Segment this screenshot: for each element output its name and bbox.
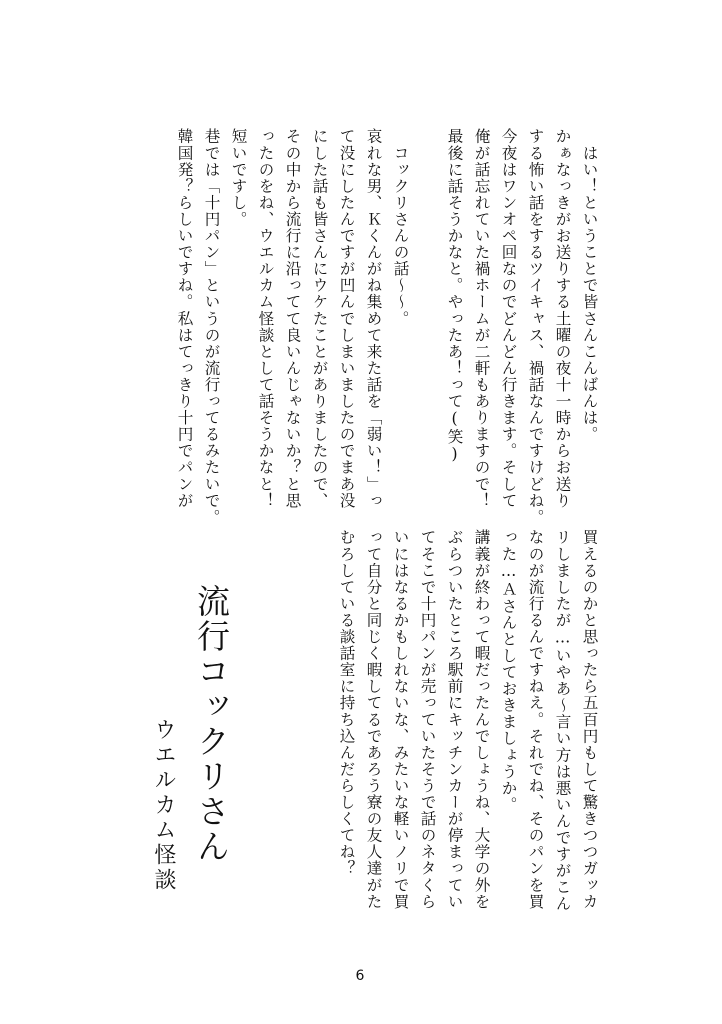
upper-line-6: 最後に話そうかなと。やったあ！って(笑): [445, 128, 464, 464]
lower-line-2: リしましたが…いやあ〜言い方は悪いんですがこん: [553, 529, 572, 913]
upper-line-8: コックリさんの話〜〜。: [391, 128, 410, 327]
upper-line-14: 短いですし。: [229, 128, 248, 228]
upper-line-1: はい！ということで皆さんこんばんは。: [580, 128, 599, 443]
upper-line-5: 俺が話忘れていた禍ホームが二軒もありますので！: [472, 128, 491, 509]
upper-line-16: 韓国発？らしいですね。私はてっきり十円でパンが: [175, 128, 194, 509]
lower-line-5: 講義が終わって暇だったんでしょうね、大学の外を: [472, 529, 491, 910]
upper-line-2: かぁなっきがお送りする土曜の夜十一時からお送り: [553, 128, 572, 509]
lower-line-10: むろしている談話室に持ち込んだらしくてね？: [337, 529, 356, 877]
story-subtitle: ウエルカム怪談: [151, 718, 176, 893]
lower-line-3: なのが流行るんですねえ。それでね、そのパンを買: [526, 529, 545, 910]
lower-line-7: てそこで十円パンが売っていたそうで話のネタくら: [418, 529, 437, 910]
upper-line-11: にした話も皆さんにウケたことがありましたので、: [310, 128, 329, 509]
lower-line-4: った…Ａさんとしておきましょうか。: [499, 529, 518, 813]
upper-line-15: 巷では「十円パン」というのが流行ってるみたいで。: [202, 128, 221, 526]
lower-line-9: って自分と同じく暇してるであろう寮の友人達がた: [364, 529, 383, 910]
page-number: 6: [355, 968, 365, 984]
upper-line-3: する怖い話をするツイキャス、禍話なんですけどね。: [526, 128, 545, 526]
upper-line-10: て没にしたんですが凹んでしまいましたのでまあ没: [337, 128, 356, 509]
upper-line-13: ったのをね、ウエルカム怪談として話そうかなと！: [256, 128, 275, 509]
story-title: 流行コックリさん: [192, 584, 231, 864]
upper-line-12: その中から流行に沿ってて良いんじゃないか？と思: [283, 128, 302, 509]
lower-line-8: いにはなるかもしれないな、みたいな軽いノリで買: [391, 529, 410, 910]
upper-line-4: 今夜はワンオペ回なのでどんどん行きます。そして: [499, 128, 518, 509]
upper-line-9: 哀れな男、Ｋくんがね集めて来た話を「弱い！」っ: [364, 128, 383, 509]
lower-line-6: ぶらついたところ駅前にキッチンカーが停まってい: [445, 529, 464, 910]
lower-line-1: 買えるのかと思ったら五百円もして驚きつつガッカ: [580, 529, 599, 910]
